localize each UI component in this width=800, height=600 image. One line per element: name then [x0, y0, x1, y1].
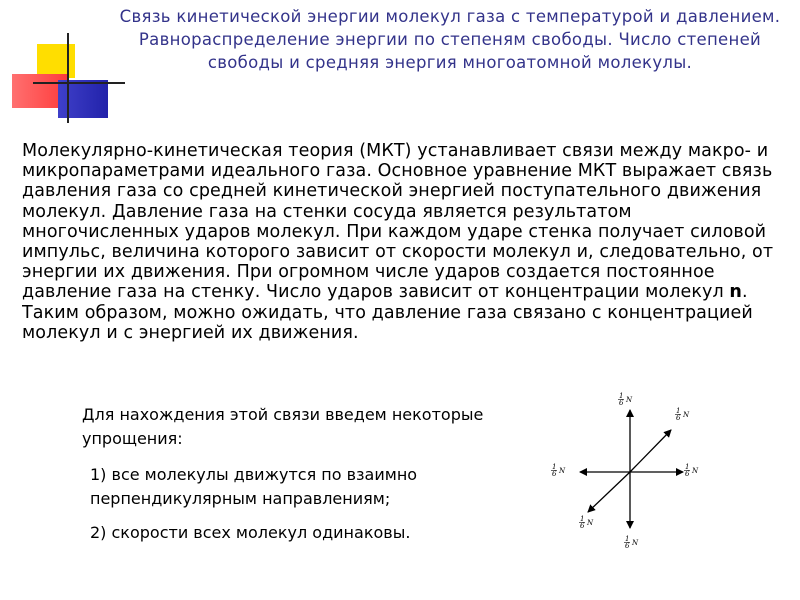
arrow-up-right [630, 430, 671, 472]
svg-text:1: 1 [685, 463, 690, 471]
svg-text:6: 6 [676, 414, 681, 422]
svg-text:6: 6 [552, 470, 557, 478]
decor-blue-square [58, 80, 108, 118]
svg-text:6: 6 [580, 522, 585, 530]
svg-text:1: 1 [676, 407, 681, 415]
svg-text:N: N [626, 396, 633, 404]
molecule-directions-diagram [540, 388, 700, 558]
svg-text:N: N [683, 411, 690, 419]
simplifications-intro: Для нахождения этой связи введем некоторые упрощения: [82, 405, 484, 448]
svg-text:1: 1 [552, 463, 557, 471]
svg-text:1: 1 [625, 535, 630, 543]
slide-title: Связь кинетической энергии молекул газа с температурой и давлением. Равнораспределение энергии по степеням свободы. Число степеней свободы и средняя энергия многоатомной молекулы. [119, 7, 781, 72]
label-bottom [624, 535, 639, 550]
decor-horizontal-line [33, 82, 125, 84]
arrow-down-left [588, 472, 630, 512]
svg-text:N: N [692, 467, 699, 475]
main-text-bold-n: n [729, 282, 742, 303]
svg-text:N: N [559, 467, 566, 475]
svg-text:N: N [632, 539, 639, 547]
main-text-part1: Молекулярно-кинетическая теория (МКТ) устанавливает связи между макро- и микропараметрами идеального газа. Основное уравнение МКТ выражает связь давления газа со средней кинетической энергией поступательного движения молекул. Давление газа на стенки сосуда является результатом многочисленных ударов молекул. При каждом ударе стенка получает силовой импульс, величина которого зависит от скорости молекул и, следовательно, от энергии их движения. При огромном числе ударов создается постоянное давление газа на стенку. Число ударов зависит от концентрации молекул [22, 141, 774, 303]
diagram-arrows [580, 410, 683, 528]
simplifications-block [82, 403, 502, 555]
decor-yellow-square [37, 44, 75, 78]
simplification-item-2: 2) скорости всех молекул одинаковы. [90, 523, 411, 542]
svg-text:N: N [587, 519, 594, 527]
label-right [684, 463, 699, 478]
main-text-part2: . Таким образом, можно ожидать, что давление газа связано с концентрацией молекул и с энергией их движения. [22, 282, 753, 343]
svg-text:1: 1 [580, 515, 585, 523]
svg-text:6: 6 [685, 470, 690, 478]
svg-text:6: 6 [625, 542, 630, 550]
svg-text:1: 1 [619, 392, 624, 400]
svg-text:6: 6 [619, 399, 624, 407]
main-paragraph [22, 141, 782, 384]
label-top [618, 392, 633, 407]
decor-vertical-line [67, 33, 69, 123]
label-upper-right [675, 407, 690, 422]
label-lower-left [579, 515, 594, 530]
label-left [551, 463, 566, 478]
simplification-item-1: 1) все молекулы движутся по взаимно перпендикулярным направлениям; [90, 465, 418, 508]
